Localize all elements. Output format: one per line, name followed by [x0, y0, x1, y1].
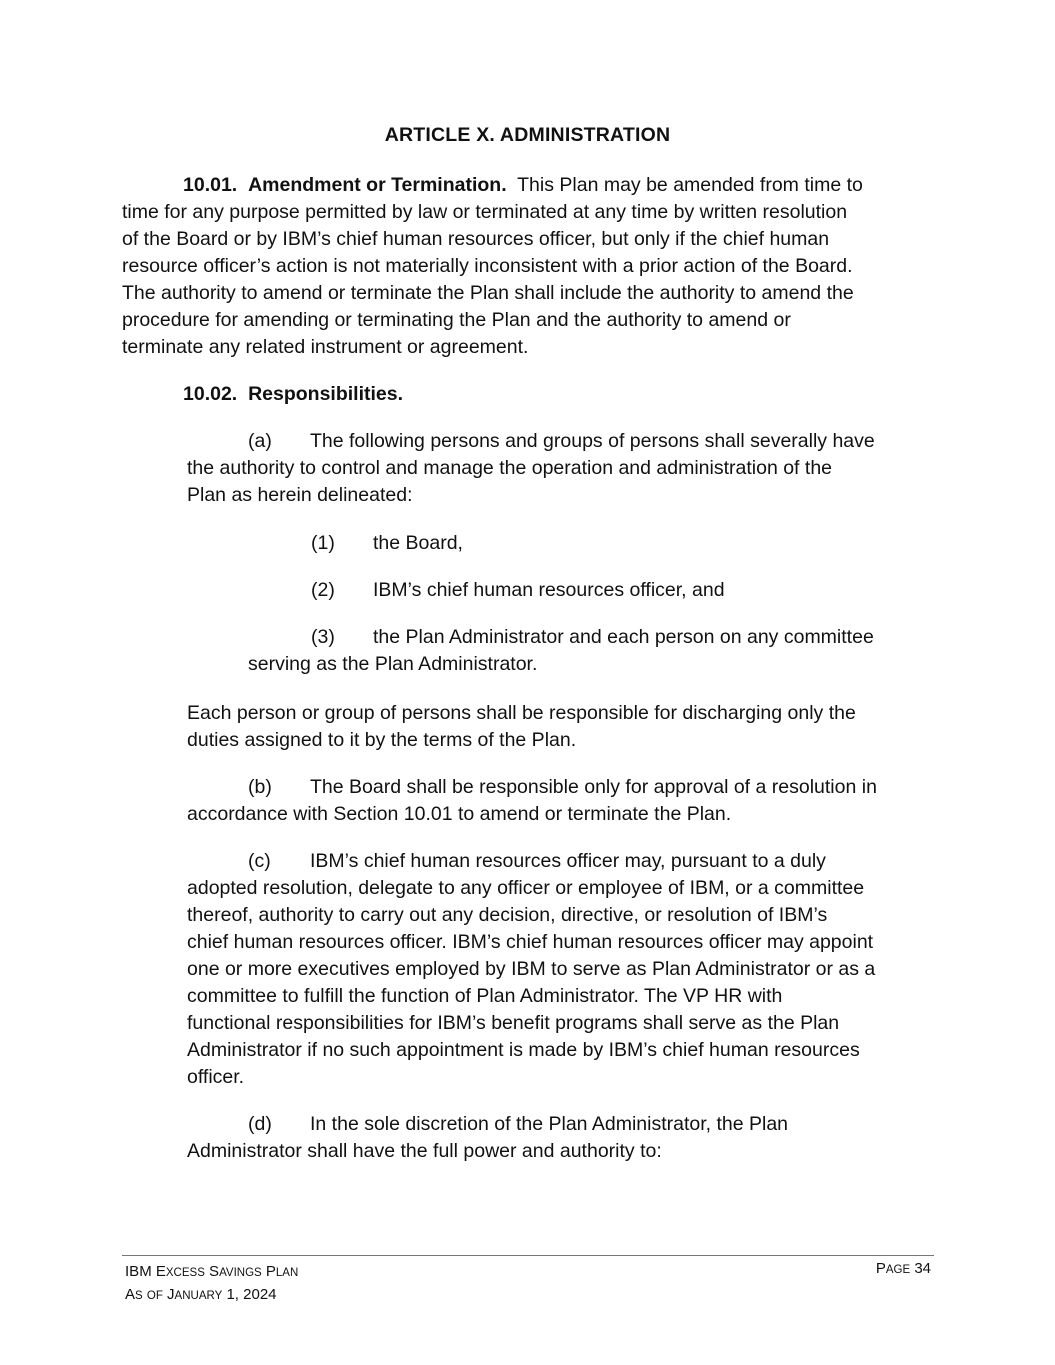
list-item-3 [248, 624, 948, 678]
footer-divider [122, 1255, 934, 1256]
footer-page-label: PAGE 34 [875, 1260, 931, 1277]
paragraph-c-line: Administrator if no such appointment is made by IBM’s chief human resources [187, 1039, 860, 1061]
section-10-02-number: 10.02. [183, 383, 238, 405]
section-10-01-heading: Amendment or Termination. [248, 174, 507, 196]
paragraph-c-line: adopted resolution, delegate to any officer or employee of IBM, or a committee [187, 877, 865, 899]
paragraph-b-line: The Board shall be responsible only for approval of a resolution in [310, 776, 877, 798]
paragraph-a-label: (a) [248, 430, 272, 452]
section-10-02 [183, 381, 403, 408]
list-item-1-label: (1) [311, 532, 335, 554]
paragraph-c [187, 848, 947, 1091]
section-10-01-line: procedure for amending or terminating the Plan and the authority to amend or [122, 309, 791, 331]
paragraph-a [187, 428, 947, 509]
paragraph-a-line: the authority to control and manage the operation and administration of the [187, 457, 833, 479]
list-item-2-label: (2) [311, 579, 335, 601]
paragraph-b-label: (b) [248, 776, 272, 798]
paragraph-each-line: Each person or group of persons shall be responsible for discharging only the [187, 702, 856, 724]
paragraph-c-line: officer. [187, 1066, 245, 1088]
list-item-2 [311, 577, 725, 604]
paragraph-c-line: one or more executives employed by IBM to serve as Plan Administrator or as a [187, 958, 876, 980]
paragraph-c-line: functional responsibilities for IBM’s benefit programs shall serve as the Plan [187, 1012, 840, 1034]
footer-left [125, 1261, 298, 1307]
paragraph-c-line: thereof, authority to carry out any decision, directive, or resolution of IBM’s [187, 904, 828, 926]
list-item-3-text: the Plan Administrator and each person on any committee [373, 626, 874, 648]
paragraph-a-line: Plan as herein delineated: [187, 484, 413, 506]
paragraph-c-line: chief human resources officer. IBM’s chief human resources officer may appoint [187, 931, 874, 953]
list-item-3-text-continued: serving as the Plan Administrator. [248, 653, 538, 675]
list-item-1 [311, 530, 463, 557]
paragraph-d [187, 1111, 947, 1165]
list-item-3-label: (3) [311, 626, 335, 648]
section-10-01-line: terminate any related instrument or agreement. [122, 336, 529, 358]
paragraph-d-label: (d) [248, 1113, 272, 1135]
paragraph-c-line: IBM’s chief human resources officer may, pursuant to a duly [310, 850, 826, 872]
paragraph-d-line: Administrator shall have the full power and authority to: [187, 1140, 662, 1162]
paragraph-b [187, 774, 947, 828]
paragraph-each-person [187, 700, 947, 754]
paragraph-b-line: accordance with Section 10.01 to amend or terminate the Plan. [187, 803, 732, 825]
section-10-01-line: resource officer’s action is not materially inconsistent with a prior action of the Board. [122, 255, 853, 277]
paragraph-c-label: (c) [248, 850, 271, 872]
section-10-02-heading: Responsibilities. [248, 383, 404, 405]
paragraph-a-line: The following persons and groups of persons shall severally have [310, 430, 875, 452]
footer-plan-name: IBM EXCESS SAVINGS PLAN [125, 1263, 299, 1280]
section-10-01 [122, 172, 942, 361]
footer-as-of: AS OF JANUARY 1, 2024 [125, 1286, 277, 1303]
paragraph-c-line: committee to fulfill the function of Plan Administrator. The VP HR with [187, 985, 783, 1007]
section-10-01-number: 10.01. [183, 174, 238, 196]
section-10-01-line: time for any purpose permitted by law or terminated at any time by written resolution [122, 201, 848, 223]
section-10-01-line: This Plan may be amended from time to [517, 174, 863, 196]
list-item-2-text: IBM’s chief human resources officer, and [373, 579, 725, 601]
paragraph-each-line: duties assigned to it by the terms of the Plan. [187, 729, 577, 751]
article-title: ARTICLE X. ADMINISTRATION [384, 124, 671, 146]
paragraph-d-line: In the sole discretion of the Plan Administrator, the Plan [310, 1113, 789, 1135]
section-10-01-line: of the Board or by IBM’s chief human resources officer, but only if the chief human [122, 228, 830, 250]
list-item-1-text: the Board, [373, 532, 463, 554]
footer-page-number [876, 1258, 931, 1281]
section-10-01-line: The authority to amend or terminate the Plan shall include the authority to amend the [122, 282, 854, 304]
